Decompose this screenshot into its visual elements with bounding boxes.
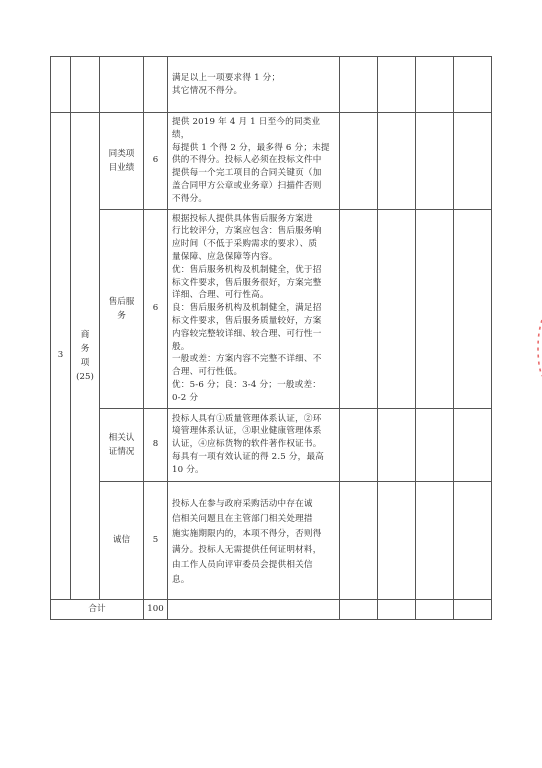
section-number: 3	[51, 113, 71, 600]
item-score: 5	[144, 481, 168, 599]
criteria-description: 投标人具有①质量管理体系认证，②环 境管理体系认证，③职业健康管理体系 认证，④应标货物的软件著作权证书。 每具有一项有效认证的得 2.5 分，最高 10 分。	[168, 408, 340, 481]
item-name: 相关认 证情况	[100, 408, 144, 481]
item-name: 诚信	[100, 481, 144, 599]
item-score: 8	[144, 408, 168, 481]
criteria-description: 满足以上一项要求得 1 分； 其它情况不得分。	[168, 57, 340, 113]
table-row	[51, 481, 492, 599]
section-category: 商 务 项 (25)	[71, 113, 100, 600]
table-row	[51, 57, 492, 113]
item-score: 6	[144, 209, 168, 408]
table-row	[51, 209, 492, 408]
item-name: 同类项 目业绩	[100, 113, 144, 210]
total-label: 合计	[51, 599, 144, 619]
total-value: 100	[144, 599, 168, 619]
table-row	[51, 113, 492, 210]
table-row	[51, 408, 492, 481]
criteria-description: 根据投标人提供具体售后服务方案进 行比较评分，方案应包含：售后服务响 应时间（不低于采购需求的要求）、质 量保障、应急保障等内容。 优：售后服务机构及机制健全，优于招 标文件要求，售后服务很好，方案完整 详细、合理、可行性高。 良：售后服务机构及机制健全，满足招 标文件要求，售后服务质量较好，方案 内容较完整较详细、较合理、可行性一 般。 一般或差：方案内容不完整不详细、不 合理、可行性低。 优：5-6 分；良：3-4 分；一般或差： 0-2 分	[168, 209, 340, 408]
criteria-description: 提供 2019 年 4 月 1 日至今的同类业绩， 每提供 1 个得 2 分，最多得 6 分；未提 供的不得分。投标人必须在投标文件中 提供每一个完工项目的合同关键页（加 盖合同甲方公章或业务章）扫描件否则 不得分。	[168, 113, 340, 210]
seal-stamp-fragment	[536, 318, 542, 378]
criteria-description: 投标人在参与政府采购活动中存在诚 信相关问题且在主管部门相关处理措 施实施期限内的，本项不得分，否则得 满分。投标人无需提供任何证明材料， 由工作人员向评审委员会提供相关信 息。	[168, 481, 340, 599]
scoring-table	[50, 56, 492, 620]
item-name: 售后服 务	[100, 209, 144, 408]
total-row	[51, 599, 492, 619]
item-score: 6	[144, 113, 168, 210]
